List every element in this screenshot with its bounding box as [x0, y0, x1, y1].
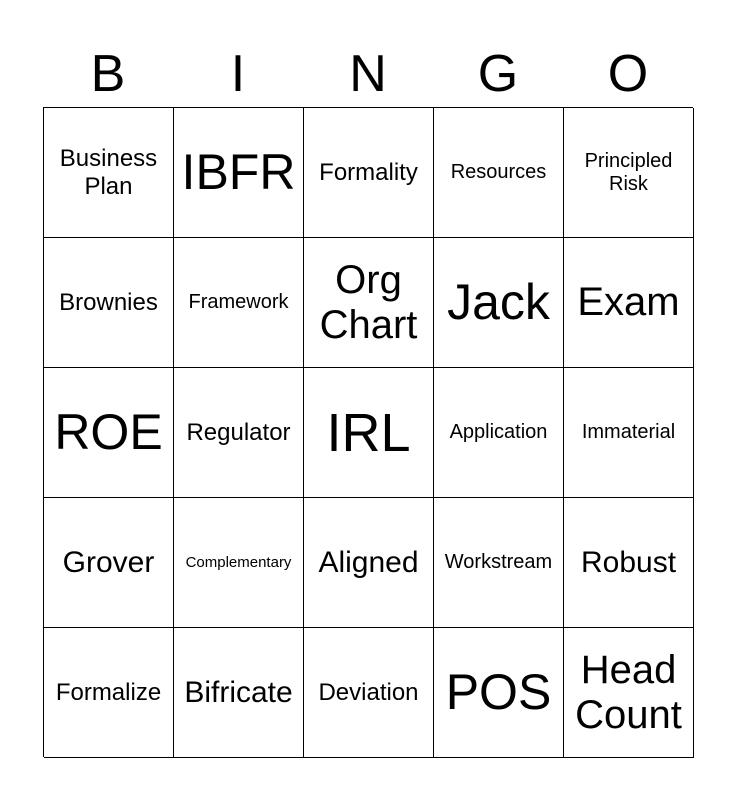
cell-text: Complementary	[185, 553, 292, 571]
cell-text: Jack	[447, 274, 550, 331]
cell-text: Head Count	[575, 647, 682, 737]
bingo-cell[interactable]	[174, 108, 304, 238]
bingo-cell[interactable]	[434, 108, 564, 238]
bingo-cell[interactable]	[564, 498, 694, 628]
cell-text: Immaterial	[581, 421, 676, 443]
header-letter-b: B	[90, 45, 126, 103]
bingo-cell[interactable]	[174, 238, 304, 368]
bingo-cell[interactable]	[44, 238, 174, 368]
cell-text: Aligned	[318, 545, 419, 579]
bingo-cell[interactable]	[44, 498, 174, 628]
bingo-cell[interactable]	[304, 498, 434, 628]
cell-text: Workstream	[444, 551, 553, 573]
bingo-cell[interactable]	[174, 628, 304, 758]
cell-text: ROE	[54, 404, 163, 461]
bingo-cell[interactable]	[44, 108, 174, 238]
cell-text: Bifricate	[184, 675, 293, 709]
bingo-cell[interactable]	[174, 368, 304, 498]
bingo-cell[interactable]	[434, 628, 564, 758]
cell-text: Robust	[580, 545, 677, 579]
cell-text: Org Chart	[319, 257, 418, 347]
bingo-cell[interactable]	[434, 368, 564, 498]
bingo-header	[43, 40, 693, 108]
bingo-cell[interactable]	[44, 368, 174, 498]
bingo-cell[interactable]	[564, 368, 694, 498]
cell-text: Brownies	[59, 288, 158, 316]
cell-text: Grover	[62, 545, 155, 579]
cell-text: Business Plan	[59, 144, 158, 200]
bingo-cell[interactable]	[564, 238, 694, 368]
header-letter-g: G	[477, 45, 519, 103]
header-letter-o: O	[607, 45, 649, 103]
bingo-board	[43, 107, 693, 757]
bingo-cell[interactable]	[564, 108, 694, 238]
cell-text: Resources	[450, 161, 547, 183]
cell-text: Framework	[188, 291, 289, 313]
header-letter-i: I	[230, 45, 246, 103]
cell-text: Formalize	[55, 678, 162, 706]
bingo-cell[interactable]	[174, 498, 304, 628]
cell-text: IBFR	[181, 144, 296, 201]
bingo-cell[interactable]	[304, 108, 434, 238]
header-letter-n: N	[349, 45, 387, 103]
cell-text: Application	[449, 421, 548, 443]
cell-text: Formality	[319, 158, 418, 186]
bingo-cell[interactable]	[304, 628, 434, 758]
cell-text: Exam	[577, 280, 680, 325]
bingo-cell[interactable]	[564, 628, 694, 758]
cell-text: Principled Risk	[584, 149, 673, 195]
cell-text: POS	[445, 664, 552, 721]
bingo-cell[interactable]	[44, 628, 174, 758]
bingo-cell[interactable]	[304, 368, 434, 498]
bingo-cell[interactable]	[434, 238, 564, 368]
cell-text: Regulator	[186, 418, 291, 446]
cell-text: IRL	[326, 402, 411, 463]
cell-text: Deviation	[318, 678, 419, 706]
bingo-cell[interactable]	[434, 498, 564, 628]
bingo-cell[interactable]	[304, 238, 434, 368]
